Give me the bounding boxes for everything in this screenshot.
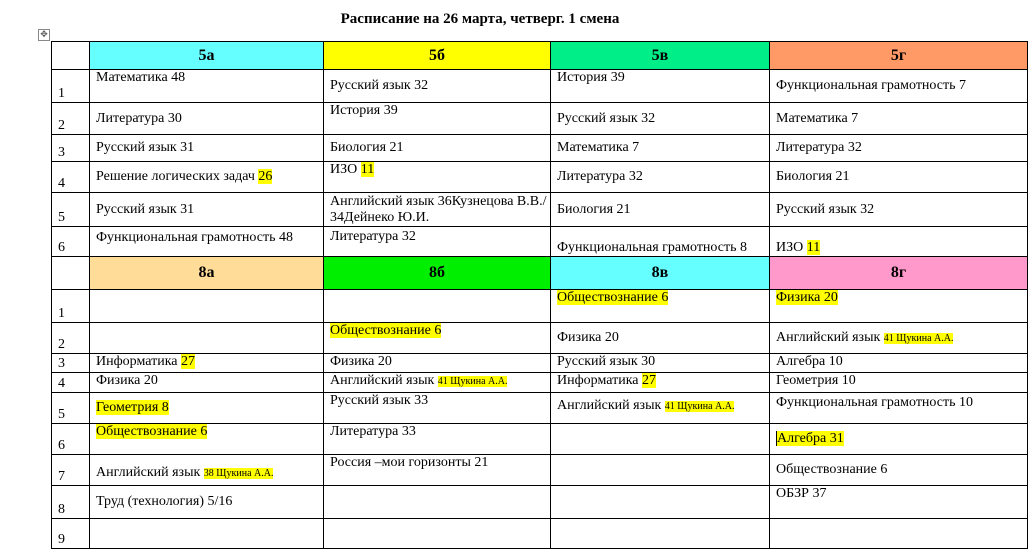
lesson-cell[interactable] (90, 393, 324, 424)
corner-cell (52, 42, 90, 70)
lesson-text: Решение логических задач (96, 169, 259, 184)
lesson-cell[interactable]: Литература 32 (551, 162, 770, 193)
lesson-cell[interactable]: Русский язык 32 (551, 103, 770, 135)
lesson-cell[interactable] (551, 486, 770, 519)
lesson-cell[interactable] (770, 290, 1028, 323)
lesson-cell[interactable]: Функциональная грамотность 48 (90, 227, 324, 257)
lesson-cell[interactable]: Биология 21 (770, 162, 1028, 193)
lesson-text: Физика 20 (776, 290, 838, 305)
lesson-cell[interactable]: Обществознание 6 (770, 455, 1028, 486)
lesson-cell[interactable]: Геометрия 10 (770, 373, 1028, 393)
lesson-number: 1 (52, 70, 90, 103)
lesson-number: 5 (52, 393, 90, 424)
lesson-cell[interactable] (90, 519, 324, 549)
lesson-cell[interactable] (770, 424, 1028, 455)
lesson-cell[interactable] (324, 519, 551, 549)
lesson-cell[interactable]: Физика 20 (90, 373, 324, 393)
lesson-cell[interactable]: Физика 20 (324, 354, 551, 373)
room-highlight: 41 Щукина А.А. (437, 376, 508, 387)
page-title: Расписание на 26 марта, четверг. 1 смена (340, 11, 620, 27)
lesson-cell[interactable] (324, 373, 551, 393)
lesson-cell[interactable]: История 39 (324, 103, 551, 135)
lesson-cell[interactable]: Функциональная грамотность 7 (770, 70, 1028, 103)
lesson-text: Английский язык (776, 330, 884, 345)
lesson-cell[interactable] (324, 193, 551, 227)
lesson-cell[interactable] (324, 323, 551, 354)
lesson-number: 4 (52, 162, 90, 193)
lesson-text: ИЗО (330, 162, 361, 177)
lesson-cell[interactable]: Русский язык 31 (90, 193, 324, 227)
lesson-cell[interactable]: Русский язык 33 (324, 393, 551, 424)
lesson-cell[interactable]: Русский язык 30 (551, 354, 770, 373)
lesson-cell[interactable]: Функциональная грамотность 10 (770, 393, 1028, 424)
table-row (52, 424, 1028, 455)
lesson-number: 3 (52, 135, 90, 162)
table-row (52, 70, 1028, 103)
lesson-cell[interactable]: Функциональная грамотность 8 (551, 227, 770, 257)
lesson-cell[interactable] (551, 373, 770, 393)
lesson-number: 7 (52, 455, 90, 486)
lesson-cell[interactable]: Литература 32 (324, 227, 551, 257)
lesson-cell[interactable] (324, 486, 551, 519)
room-highlight: 11 (806, 240, 821, 255)
class-header-8a: 8а (90, 257, 324, 290)
corner-cell (52, 257, 90, 290)
lesson-number: 4 (52, 373, 90, 393)
lesson-cell[interactable] (90, 455, 324, 486)
lesson-number: 6 (52, 227, 90, 257)
lesson-cell[interactable] (551, 393, 770, 424)
lesson-text: Геометрия 8 (96, 400, 169, 415)
class-header-5g: 5г (770, 42, 1028, 70)
lesson-text: Информатика (557, 373, 642, 388)
lesson-cell[interactable] (551, 519, 770, 549)
lesson-text: Английский язык 36Кузнецова В.В./ (330, 194, 547, 209)
lesson-text: Обществознание 6 (96, 424, 208, 439)
room-highlight: 26 (258, 169, 273, 184)
lesson-number: 2 (52, 103, 90, 135)
table-row (52, 323, 1028, 354)
lesson-text: Английский язык (96, 465, 204, 480)
lesson-text: Английский язык (330, 373, 438, 388)
class-header-8g: 8г (770, 257, 1028, 290)
table-row (52, 135, 1028, 162)
lesson-number: 3 (52, 354, 90, 373)
lesson-cell[interactable]: Труд (технология) 5/16 (90, 486, 324, 519)
lesson-cell[interactable] (551, 455, 770, 486)
class-header-5b: 5б (324, 42, 551, 70)
table-move-handle-icon[interactable]: ✥ (38, 29, 50, 41)
class-header-5v: 5в (551, 42, 770, 70)
lesson-cell[interactable] (770, 227, 1028, 257)
table-row (52, 227, 1028, 257)
class-header-5a: 5а (90, 42, 324, 70)
table-row (52, 103, 1028, 135)
lesson-cell[interactable]: Алгебра 10 (770, 354, 1028, 373)
table-row (52, 373, 1028, 393)
lesson-text: Обществознание 6 (557, 290, 669, 305)
room-highlight: 38 Щукина А.А. (203, 468, 274, 479)
class-header-8b: 8б (324, 257, 551, 290)
lesson-cell[interactable] (551, 290, 770, 323)
class-header-8v: 8в (551, 257, 770, 290)
room-highlight: 27 (181, 354, 195, 369)
lesson-text: Обществознание 6 (330, 323, 442, 338)
lesson-cell[interactable]: Биология 21 (324, 135, 551, 162)
lesson-number: 6 (52, 424, 90, 455)
table-row (52, 354, 1028, 373)
table-row (52, 393, 1028, 424)
lesson-number: 1 (52, 290, 90, 323)
lesson-cell[interactable]: Россия –мои горизонты 21 (324, 455, 551, 486)
lesson-text-2: 34Дейнеко Ю.И. (330, 210, 430, 225)
lesson-cell[interactable]: Русский язык 32 (324, 70, 551, 103)
lesson-cell[interactable] (770, 519, 1028, 549)
lesson-cell[interactable]: Математика 48 (90, 70, 324, 103)
table-row (52, 162, 1028, 193)
lesson-text: Информатика (96, 354, 181, 369)
lesson-cell[interactable]: Русский язык 31 (90, 135, 324, 162)
header-row-5 (52, 42, 1028, 70)
lesson-number: 2 (52, 323, 90, 354)
room-highlight: 27 (642, 373, 656, 388)
lesson-cell[interactable]: Биология 21 (551, 193, 770, 227)
lesson-cell[interactable]: Литература 33 (324, 424, 551, 455)
lesson-cell[interactable]: Математика 7 (551, 135, 770, 162)
lesson-cell[interactable] (90, 354, 324, 373)
room-highlight: 41 Щукина А.А. (664, 401, 735, 412)
lesson-cell[interactable] (90, 290, 324, 323)
table-row (52, 455, 1028, 486)
lesson-cell[interactable]: Математика 7 (770, 103, 1028, 135)
lesson-cell[interactable] (90, 323, 324, 354)
table-row (52, 193, 1028, 227)
lesson-cell[interactable]: Литература 30 (90, 103, 324, 135)
header-row-8 (52, 257, 1028, 290)
lesson-cell[interactable]: Русский язык 32 (770, 193, 1028, 227)
table-row (52, 486, 1028, 519)
lesson-cell[interactable] (90, 424, 324, 455)
lesson-cell[interactable] (324, 162, 551, 193)
room-highlight: 11 (360, 162, 375, 177)
lesson-cell[interactable] (324, 290, 551, 323)
schedule-table (51, 41, 1028, 549)
lesson-cell[interactable]: ОБЗР 37 (770, 486, 1028, 519)
lesson-cell[interactable] (551, 424, 770, 455)
lesson-number: 5 (52, 193, 90, 227)
room-highlight: 41 Щукина А.А. (883, 333, 954, 344)
lesson-text: Алгебра 31 (777, 431, 844, 446)
lesson-cell[interactable]: Литература 32 (770, 135, 1028, 162)
lesson-number: 8 (52, 486, 90, 519)
lesson-number: 9 (52, 519, 90, 549)
lesson-cell[interactable]: История 39 (551, 70, 770, 103)
lesson-cell[interactable] (90, 162, 324, 193)
lesson-text: ИЗО (776, 240, 807, 255)
lesson-text: Английский язык (557, 398, 665, 413)
lesson-cell[interactable]: Физика 20 (551, 323, 770, 354)
table-row (52, 519, 1028, 549)
table-row (52, 290, 1028, 323)
lesson-cell[interactable] (770, 323, 1028, 354)
